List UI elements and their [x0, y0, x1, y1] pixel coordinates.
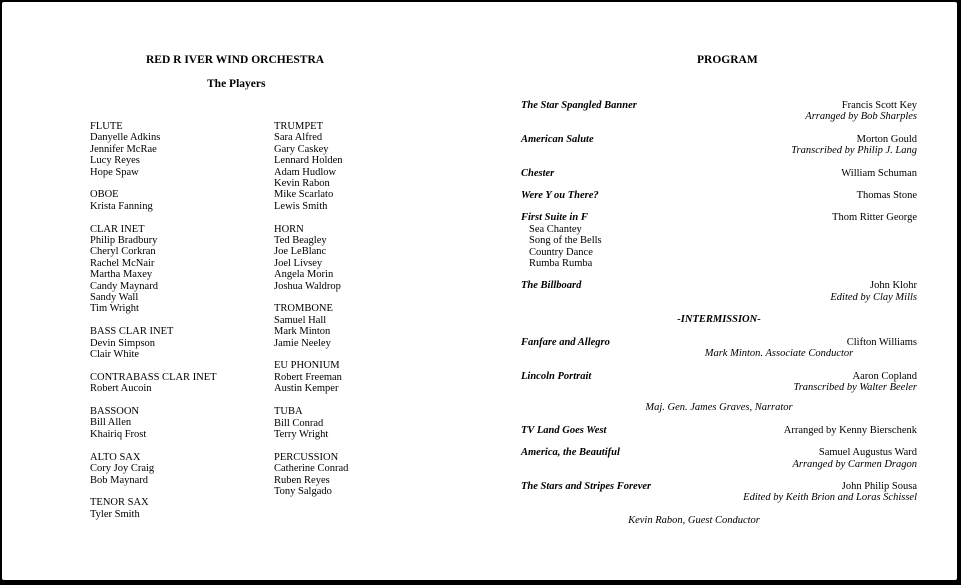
- instrument-section: [90, 224, 217, 315]
- players-title: The Players: [207, 78, 266, 90]
- instrument-section: [274, 303, 348, 349]
- player-name: Robert Freeman: [274, 371, 342, 383]
- program-entry: [521, 481, 917, 504]
- entry-row: [521, 212, 917, 223]
- section-heading: CLAR INET: [90, 223, 145, 235]
- instrument-section: [90, 189, 217, 212]
- composer: John Klohr: [870, 280, 917, 292]
- composer: Arranged by Kenny Bierschenk: [783, 424, 917, 436]
- instrument-section: [90, 497, 217, 520]
- work-title: First Suite in F: [521, 212, 588, 224]
- program-list: [521, 100, 917, 526]
- section-heading: BASS CLAR INET: [90, 326, 174, 338]
- conductor-note: Mark Minton. Associate Conductor: [704, 348, 854, 360]
- player-name: Clair White: [90, 349, 140, 361]
- composer: John Philip Sousa: [841, 480, 917, 492]
- player-name: Bill Allen: [90, 417, 132, 429]
- player-name: Lennard Holden: [274, 155, 343, 167]
- player-name: Austin Kemper: [274, 383, 339, 395]
- work-title: TV Land Goes West: [521, 424, 607, 436]
- program-entry: [521, 100, 917, 123]
- player-name: Ruben Reyes: [274, 474, 330, 486]
- orchestra-title: RED R IVER WIND ORCHESTRA: [146, 54, 325, 66]
- arranger: Arranged by Bob Sharples: [805, 111, 917, 123]
- instrument-section: [274, 224, 348, 292]
- program-entry: [521, 280, 917, 303]
- composer: Morton Gould: [856, 133, 917, 145]
- program-entry: [521, 190, 917, 201]
- player-name: Tyler Smith: [90, 508, 140, 520]
- work-title: The Star Spangled Banner: [521, 100, 637, 111]
- composer: Clifton Williams: [846, 336, 917, 348]
- work-title: The Billboard: [521, 280, 582, 292]
- player-name: Sara Alfred: [274, 132, 323, 144]
- instrument-section: [90, 406, 217, 440]
- player-name: Lewis Smith: [274, 200, 328, 212]
- player-name: Terry Wright: [274, 428, 329, 440]
- player-name: Jennifer McRae: [90, 143, 157, 155]
- player-name: Martha Maxey: [90, 269, 153, 281]
- guest-conductor: Kevin Rabon, Guest Conductor: [628, 514, 760, 526]
- player-name: Catherine Conrad: [274, 463, 349, 475]
- intermission: -INTERMISSION-: [677, 314, 761, 326]
- player-name: Robert Aucoin: [90, 383, 152, 395]
- instrument-section: [274, 406, 348, 440]
- arranger: Arranged by Carmen Dragon: [792, 458, 917, 470]
- program-page: [2, 2, 957, 580]
- entry-row: [521, 100, 917, 111]
- player-name: Bill Conrad: [274, 417, 324, 429]
- players-column-1: [90, 121, 217, 532]
- composer: Thomas Stone: [856, 190, 917, 202]
- program-entry: [521, 371, 917, 394]
- section-heading: TROMBONE: [274, 303, 333, 315]
- entry-row: [521, 371, 917, 382]
- section-heading: EU PHONIUM: [274, 360, 340, 372]
- arranger: Edited by Keith Brion and Loras Schissel: [743, 492, 917, 504]
- narrator-line: Maj. Gen. James Graves, Narrator: [645, 402, 793, 414]
- program-entry: [521, 425, 917, 436]
- work-title: Lincoln Portrait: [521, 370, 592, 382]
- composer: William Schuman: [841, 167, 917, 179]
- program-entry: [521, 337, 917, 360]
- instrument-section: [90, 121, 217, 178]
- player-name: Cory Joy Craig: [90, 463, 155, 475]
- section-heading: TENOR SAX: [90, 497, 149, 509]
- program-entry: [521, 447, 917, 470]
- composer: Francis Scott Key: [841, 100, 917, 111]
- section-heading: ALTO SAX: [90, 451, 141, 463]
- section-heading: TRUMPET: [274, 121, 324, 132]
- entry-row: [521, 168, 917, 179]
- section-heading: BASSOON: [90, 406, 140, 418]
- section-heading: PERCUSSION: [274, 451, 339, 463]
- entry-row: [521, 481, 917, 492]
- program-entry: [521, 134, 917, 157]
- player-name: Sandy Wall: [90, 292, 139, 304]
- movement: Sea Chantey: [529, 223, 582, 235]
- player-name: Gary Caskey: [274, 143, 329, 155]
- player-name: Joshua Waldrop: [274, 280, 341, 292]
- work-title: Were Y ou There?: [521, 190, 599, 202]
- player-name: Devin Simpson: [90, 337, 156, 349]
- instrument-section: [90, 452, 217, 486]
- instrument-section: [90, 326, 217, 360]
- instrument-section: [274, 360, 348, 394]
- section-heading: OBOE: [90, 189, 119, 201]
- work-title: The Stars and Stripes Forever: [521, 480, 652, 492]
- work-title: Fanfare and Allegro: [521, 336, 610, 348]
- instrument-section: [90, 372, 217, 395]
- instrument-section: [274, 452, 348, 498]
- player-name: Ted Beagley: [274, 235, 327, 247]
- player-name: Philip Bradbury: [90, 235, 158, 247]
- player-name: Samuel Hall: [274, 314, 327, 326]
- player-name: Bob Maynard: [90, 474, 149, 486]
- arranger: Transcribed by Philip J. Lang: [791, 145, 917, 157]
- player-name: Adam Hudlow: [274, 166, 337, 178]
- work-title: America, the Beautiful: [521, 447, 620, 459]
- players-column-2: [274, 121, 348, 509]
- entry-row: [521, 337, 917, 348]
- player-name: Angela Morin: [274, 269, 334, 281]
- composer: Aaron Copland: [852, 370, 917, 382]
- entry-row: [521, 425, 917, 436]
- movement: Rumba Rumba: [529, 258, 593, 270]
- instrument-section: [274, 121, 348, 212]
- section-heading: CONTRABASS CLAR INET: [90, 371, 217, 383]
- player-name: Krista Fanning: [90, 200, 153, 212]
- program-entry: [521, 212, 917, 269]
- player-name: Joel Livsey: [274, 257, 323, 269]
- arranger: Transcribed by Walter Beeler: [793, 381, 917, 393]
- composer: Samuel Augustus Ward: [818, 447, 917, 459]
- player-name: Candy Maynard: [90, 280, 158, 292]
- player-name: Khairiq Frost: [90, 428, 147, 440]
- player-name: Tim Wright: [90, 303, 139, 315]
- work-title: Chester: [521, 167, 555, 179]
- section-heading: HORN: [274, 223, 304, 235]
- player-name: Mike Scarlato: [274, 189, 334, 201]
- player-name: Jamie Neeley: [274, 337, 331, 349]
- movement: Country Dance: [529, 246, 593, 258]
- section-heading: TUBA: [274, 406, 303, 418]
- player-name: Danyelle Adkins: [90, 132, 161, 144]
- entry-row: [521, 190, 917, 201]
- section-heading: FLUTE: [90, 121, 123, 132]
- player-name: Kevin Rabon: [274, 178, 330, 190]
- player-name: Lucy Reyes: [90, 155, 140, 167]
- player-name: Rachel McNair: [90, 257, 155, 269]
- player-name: Hope Spaw: [90, 166, 139, 178]
- entry-row: [521, 280, 917, 291]
- movement: Song of the Bells: [529, 235, 602, 247]
- player-name: Cheryl Corkran: [90, 246, 156, 258]
- composer: Thom Ritter George: [832, 212, 917, 224]
- entry-row: [521, 447, 917, 458]
- player-name: Joe LeBlanc: [274, 246, 327, 258]
- program-entry: [521, 168, 917, 179]
- work-title: American Salute: [521, 133, 594, 145]
- entry-row: [521, 134, 917, 145]
- arranger: Edited by Clay Mills: [830, 291, 917, 303]
- program-title: PROGRAM: [697, 54, 758, 66]
- player-name: Tony Salgado: [274, 485, 332, 497]
- player-name: Mark Minton: [274, 326, 331, 338]
